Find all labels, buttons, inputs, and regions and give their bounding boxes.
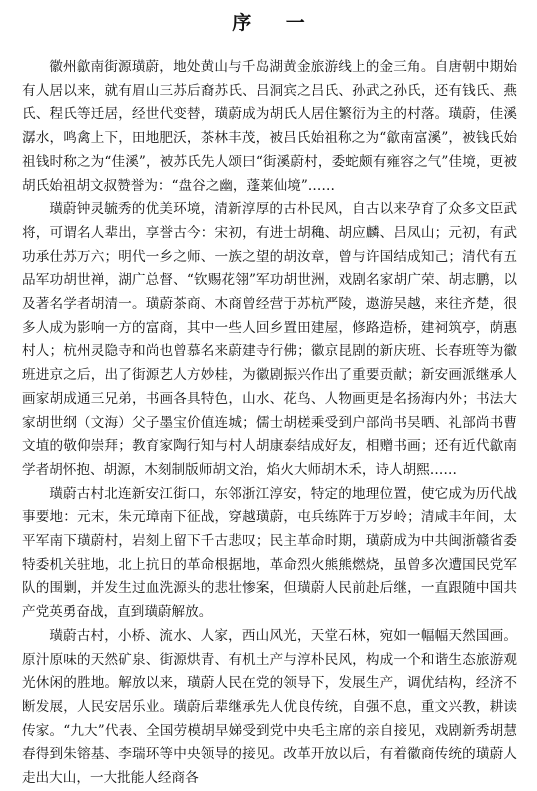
paragraph-4: 璜蔚古村，小桥、流水、人家，西山风光，天堂石林，宛如一幅幅天然国画。原汁原味的天然矿泉、街源烘青、有机土产与淳朴民风，构成一个和谐生态旅游观光休闲的胜地。解放以来，璜蔚人民在党的领导下，发展生产，调优结构，经济不断发展，人民安居乐业。璜蔚后辈继承先人优良传统，自强不息，重文兴教，耕读传家。“九大”代表、全国劳模胡早娣受到党中央毛主席的亲自接见，戏剧新秀胡慧春得到朱镕基、李瑞环等中央领导的接见。改革开放以后，有着徽商传统的璜蔚人走出大山，一大批能人经商各: [22, 627, 517, 787]
page-title: 序 一: [232, 12, 319, 34]
paragraph-1: 徽州歙南街源璜蔚，地处黄山与千岛湖黄金旅游线上的金三角。自唐朝中期始有人居以来，就有眉山三苏后裔苏氏、吕洞宾之吕氏、孙武之孙氏，还有钱氏、燕氏、程氏等迁居，经世代变替，璜蔚成为胡氏人居住繁衍为主的村落。璜蔚，佳溪潺水，鸣禽上下，田地肥沃，茶林丰茂，被吕氏始祖称之为“歙南富溪”，被钱氏始祖钱时称之为“佳溪”，被苏氏先人颂曰“街溪蔚村，委蛇颇有雍容之气”佳境，更被胡氏始祖胡文叔赞誉为：“盘谷之幽，蓬莱仙境”……: [22, 59, 517, 194]
paragraph-2: 璜蔚钟灵毓秀的优美环境，清新淳厚的古朴民风，自古以来孕育了众多文臣武将，可谓名人辈出，享誉古今：宋初，有进士胡穐、胡应麟、吕凤山；元初，有武功承仕苏万六；明代一乡之师、一族之望的胡汝章，曾与许国结成知己；清代有五品军功胡世禅，湖广总督、“钦赐花翎”军功胡世洲，戏剧名家胡广荣、胡志鹏，以及著名学者胡清一。璜蔚茶商、木商曾经营于苏杭严陵，遨游吴越，来往齐楚，很多人成为影响一方的富商，其中一些人回乡置田建屋，修路造桥，建祠筑亭，荫惠村人；杭州灵隐寺和尚也曾慕名来蔚建寺行佛；徽京昆剧的新庆班、长春班等为徽班进京之后，出了街源艺人方妙桂，为徽剧振兴作出了重要贡献；新安画派继承人画家胡成通三兄弟，书画各具特色，山水、花鸟、人物画更是名扬海内外；书法大家胡世纲（文海）父子墨宝价值连城；儒士胡槎乘受到户部尚书吴晒、礼部尚书曹文埴的敬仰崇拜；教育家陶行知与村人胡康泰结成好友，相赠书画；还有近代歙南学者胡怀抱、胡源，木刻制版师胡文治，焰火大师胡木禾，诗人胡熙……: [22, 201, 517, 478]
paragraph-3: 璜蔚古村北连新安江街口，东邻浙江淳安，特定的地理位置，使它成为历代战事要地：元末，朱元璋南下征战，穿越璜蔚，屯兵练阵于万岁岭；清咸丰年间，太平军南下璜蔚村，岩刻上留下千古悲叹；民主革命时期，璜蔚成为中共闽浙赣省委特委机关驻地，北上抗日的革命根据地，革命烈火熊熊燃烧，虽曾多次遭国民党军队的围剿，并发生过血洗源头的悲壮惨案，但璜蔚人民前赴后继，一直跟随中国共产党英勇奋战，直到璜蔚解放。: [22, 485, 517, 621]
